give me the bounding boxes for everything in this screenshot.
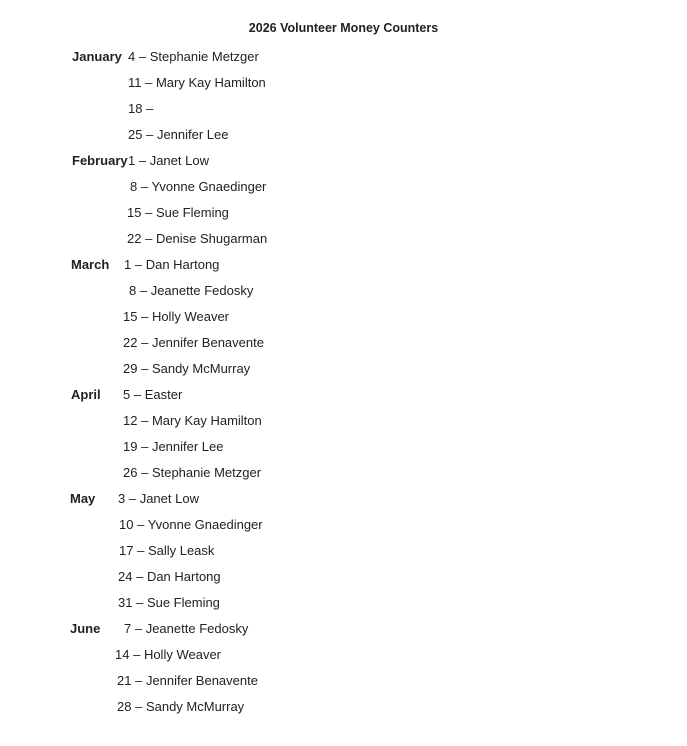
entry-volunteer-name: Sandy McMurray bbox=[145, 699, 245, 714]
entry-separator: – bbox=[125, 491, 140, 506]
entry-volunteer-name: Dan Hartong bbox=[145, 257, 220, 272]
schedule-entry bbox=[119, 543, 214, 558]
entry-separator: – bbox=[135, 153, 150, 168]
entry-volunteer-name: Jennifer Lee bbox=[156, 127, 229, 142]
entry-separator: – bbox=[135, 49, 150, 64]
schedule-entry bbox=[118, 595, 220, 610]
entry-date: 29 bbox=[123, 361, 138, 376]
entry-separator: – bbox=[137, 413, 152, 428]
entry-separator: – bbox=[142, 127, 157, 142]
entry-volunteer-name: Sally Leask bbox=[147, 543, 215, 558]
entry-volunteer-name: Stephanie Metzger bbox=[149, 49, 259, 64]
entry-volunteer-name: Jeanette Fedosky bbox=[150, 283, 254, 298]
entry-separator: – bbox=[132, 595, 147, 610]
entry-separator: – bbox=[129, 647, 144, 662]
entry-date: 24 bbox=[118, 569, 133, 584]
schedule-entry bbox=[124, 621, 248, 636]
schedule-entry bbox=[128, 127, 229, 142]
entry-volunteer-name: Yvonne Gnaedinger bbox=[151, 179, 267, 194]
entry-volunteer-name: Janet Low bbox=[149, 153, 209, 168]
entry-date: 1 bbox=[124, 257, 132, 272]
entry-date: 10 bbox=[119, 517, 134, 532]
entry-separator: – bbox=[137, 361, 152, 376]
entry-date: 26 bbox=[123, 465, 138, 480]
entry-date: 12 bbox=[123, 413, 138, 428]
entry-separator: – bbox=[137, 465, 152, 480]
schedule-entry bbox=[118, 569, 221, 584]
entry-separator: – bbox=[141, 231, 156, 246]
entry-separator: – bbox=[137, 179, 152, 194]
entry-date: 3 bbox=[118, 491, 126, 506]
entry-volunteer-name: Easter bbox=[144, 387, 183, 402]
entry-date: 8 bbox=[130, 179, 138, 194]
entry-separator: – bbox=[133, 517, 148, 532]
schedule-entry bbox=[123, 361, 250, 376]
entry-date: 18 bbox=[128, 101, 143, 116]
schedule-entry bbox=[119, 517, 263, 532]
entry-separator: – bbox=[131, 699, 146, 714]
month-label-june: June bbox=[70, 621, 101, 636]
entry-date: 22 bbox=[127, 231, 142, 246]
entry-volunteer-name: Holly Weaver bbox=[151, 309, 229, 324]
entry-separator: – bbox=[137, 309, 152, 324]
entry-separator: – bbox=[137, 335, 152, 350]
schedule-entry bbox=[128, 49, 259, 64]
entry-date: 15 bbox=[127, 205, 142, 220]
entry-date: 31 bbox=[118, 595, 133, 610]
entry-date: 4 bbox=[128, 49, 136, 64]
entry-volunteer-name: Dan Hartong bbox=[146, 569, 221, 584]
entry-date: 17 bbox=[119, 543, 134, 558]
entry-volunteer-name: Janet Low bbox=[139, 491, 199, 506]
entry-date: 28 bbox=[117, 699, 132, 714]
entry-volunteer-name: Holly Weaver bbox=[143, 647, 221, 662]
schedule-entry bbox=[123, 465, 261, 480]
entry-separator: – bbox=[141, 75, 156, 90]
month-label-april: April bbox=[71, 387, 101, 402]
page-title: 2026 Volunteer Money Counters bbox=[248, 21, 439, 35]
entry-date: 8 bbox=[129, 283, 137, 298]
entry-date: 14 bbox=[115, 647, 130, 662]
month-label-january: January bbox=[72, 49, 122, 64]
schedule-entry bbox=[130, 179, 266, 194]
entry-volunteer-name: Jeanette Fedosky bbox=[145, 621, 249, 636]
entry-date: 21 bbox=[117, 673, 132, 688]
month-label-may: May bbox=[70, 491, 96, 506]
entry-separator: – bbox=[130, 387, 145, 402]
entry-date: 7 bbox=[124, 621, 132, 636]
entry-volunteer-name: Sandy McMurray bbox=[151, 361, 251, 376]
schedule-entry bbox=[123, 309, 229, 324]
entry-volunteer-name: Jennifer Benavente bbox=[145, 673, 258, 688]
entry-volunteer-name: Stephanie Metzger bbox=[151, 465, 262, 480]
entry-date: 15 bbox=[123, 309, 138, 324]
entry-volunteer-name: Sue Fleming bbox=[155, 205, 229, 220]
schedule-entry bbox=[124, 257, 219, 272]
entry-date: 11 bbox=[128, 75, 142, 90]
entry-volunteer-name: Denise Shugarman bbox=[155, 231, 268, 246]
schedule-entry bbox=[118, 491, 199, 506]
entry-separator: – bbox=[137, 439, 152, 454]
schedule-entry bbox=[123, 439, 224, 454]
entry-volunteer-name: Jennifer Lee bbox=[151, 439, 224, 454]
month-label-march: March bbox=[71, 257, 110, 272]
schedule-entry bbox=[123, 335, 264, 350]
entry-separator: – bbox=[131, 621, 146, 636]
entry-separator: – bbox=[131, 673, 146, 688]
schedule-entry bbox=[115, 647, 221, 662]
entry-date: 22 bbox=[123, 335, 138, 350]
schedule-entry bbox=[117, 699, 244, 714]
entry-date: 1 bbox=[128, 153, 136, 168]
entry-volunteer-name: Yvonne Gnaedinger bbox=[147, 517, 263, 532]
schedule-entry bbox=[128, 75, 266, 90]
schedule-entry bbox=[123, 387, 182, 402]
entry-separator: – bbox=[136, 283, 151, 298]
entry-separator: – bbox=[133, 543, 148, 558]
schedule-entry bbox=[128, 153, 209, 168]
schedule-entry bbox=[127, 205, 229, 220]
schedule-entry bbox=[129, 283, 253, 298]
entry-volunteer-name: Mary Kay Hamilton bbox=[155, 75, 266, 90]
entry-volunteer-name: Mary Kay Hamilton bbox=[151, 413, 262, 428]
entry-separator: – bbox=[131, 257, 146, 272]
entry-volunteer-name: Sue Fleming bbox=[146, 595, 220, 610]
entry-separator: – bbox=[141, 205, 156, 220]
schedule-entry bbox=[117, 673, 258, 688]
entry-date: 5 bbox=[123, 387, 131, 402]
entry-volunteer-name: Jennifer Benavente bbox=[151, 335, 264, 350]
entry-date: 25 bbox=[128, 127, 143, 142]
schedule-entry bbox=[127, 231, 267, 246]
schedule-entry bbox=[128, 101, 153, 116]
entry-separator: – bbox=[142, 101, 154, 116]
month-label-february: February bbox=[72, 153, 128, 168]
entry-date: 19 bbox=[123, 439, 138, 454]
entry-separator: – bbox=[132, 569, 147, 584]
schedule-entry bbox=[123, 413, 262, 428]
